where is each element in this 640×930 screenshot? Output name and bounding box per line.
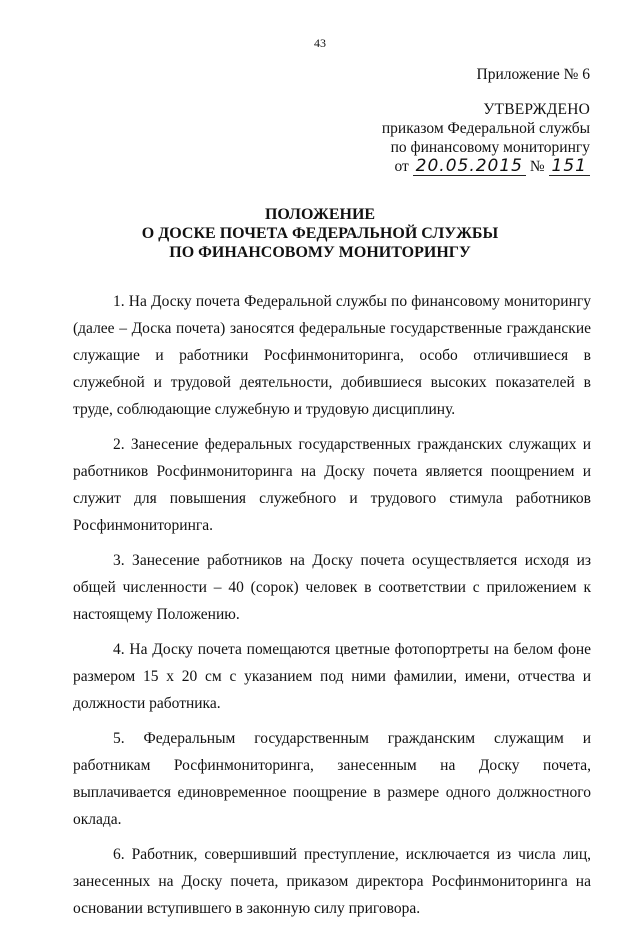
- document-body: [73, 288, 591, 930]
- handwritten-date: 20.05.2015: [413, 158, 526, 176]
- approval-line-1: приказом Федеральной службы: [381, 120, 590, 137]
- paragraph-5: 5. Федеральным государственным гражданским служащим и работникам Росфинмониторинга, занесенным на Доску почета, выплачивается единовременное поощрение в размере одного должностного оклада.: [73, 730, 591, 828]
- paragraph-2: 2. Занесение федеральных государственных гражданских служащих и работников Росфинмониторинга на Доску почета является поощрением и служит для повышения служебного и трудового стимула работников Росфинмониторинга.: [73, 436, 591, 534]
- title-line-2: О ДОСКЕ ПОЧЕТА ФЕДЕРАЛЬНОЙ СЛУЖБЫ: [141, 225, 499, 242]
- paragraph-6: 6. Работник, совершивший преступление, исключается из числа лиц, занесенных на Доску почета, приказом директора Росфинмониторинга на основании вступившего в законную силу приговора.: [73, 846, 591, 917]
- approved-heading: УТВЕРЖДЕНО: [483, 101, 590, 118]
- approval-line-2: по финансовому мониторингу: [390, 139, 590, 156]
- date-prefix: от: [394, 158, 409, 175]
- approval-block: [360, 100, 590, 179]
- paragraph-4: 4. На Доску почета помещаются цветные фотопортреты на белом фоне размером 15 х 20 см с указанием под ними фамилии, имени, отчества и должности работника.: [73, 641, 591, 712]
- appendix-label: Приложение № 6: [476, 66, 590, 83]
- paragraph-3: 3. Занесение работников на Доску почета осуществляется исходя из общей численности – 40 (сорок) человек в соответствии с приложением к настоящему Положению.: [73, 552, 591, 623]
- number-prefix: №: [529, 158, 545, 175]
- document-title: [0, 205, 640, 262]
- paragraph-1: 1. На Доску почета Федеральной службы по финансовому мониторингу (далее – Доска почета) заносятся федеральные государственные гражданские служащие и работники Росфинмониторинга, особо отличившиеся в служебной и трудовой деятельности, добившиеся высоких показателей в труде, соблюдающие служебную и трудовую дисциплину.: [73, 293, 591, 418]
- page-number: 43: [314, 36, 326, 50]
- order-date-number: [360, 157, 590, 179]
- title-line-3: ПО ФИНАНСОВОМУ МОНИТОРИНГУ: [169, 244, 471, 261]
- handwritten-number: 151: [549, 158, 590, 176]
- title-line-1: ПОЛОЖЕНИЕ: [264, 206, 376, 223]
